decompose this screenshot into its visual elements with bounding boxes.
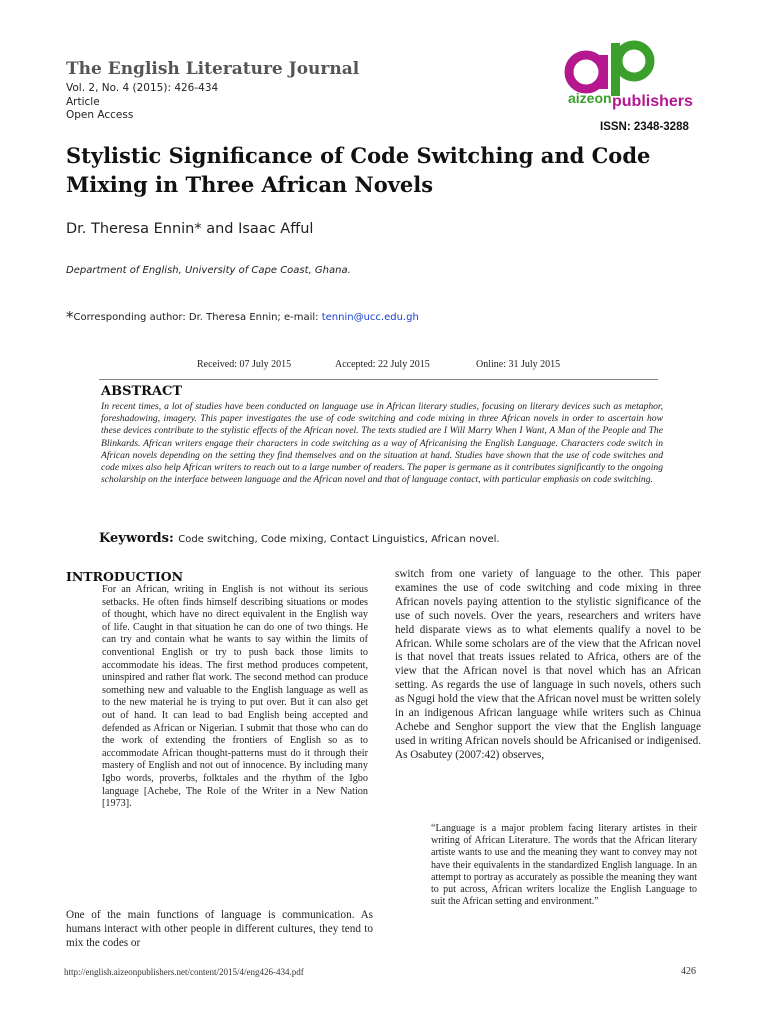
osabutey-quote: “Language is a major problem facing literary artistes in their writing of African Literature. The words that the African literary artiste wants to use and the meaning they want to convey may not have their equivalents in the standardized English language. In an attempt to portray as accurately as possible the meaning they want to put across, African writers localize the English Language to suit the African setting and environment.” (431, 823, 697, 908)
accepted-date: Accepted: 22 July 2015 (335, 359, 430, 370)
logo-a-stem (599, 55, 608, 89)
logo-p-bowl (618, 45, 650, 77)
authors: Dr. Theresa Ennin* and Isaac Afful (66, 221, 314, 237)
keywords-label: Keywords: (99, 531, 179, 546)
affiliation: Department of English, University of Cape Coast, Ghana. (66, 265, 351, 276)
right-column-paragraph: switch from one variety of language to the other. This paper examines the use of code switching and code mixing in three African novels paying attention to the stylistic significance of the use of such novels. Over the years, researchers and writers have held disparate views as to what elements qualify a novel to be African. While some scholars are of the view that the African novel is that novel that treats issues related to Africa, others are of the view that the African novel is that novel which has an African setting. As regards the use of language in such novels, others such as Ngugi hold the view that the African novel must be written solely in an indigenous African language while writers such as Chinua Achebe and Senghor support the view that the English language used in writing African novels should be Africanised or indigenised. As Osabutey (2007:42) observes, (395, 568, 701, 761)
abstract-heading: ABSTRACT (101, 384, 183, 399)
corresponding-email-link[interactable]: tennin@ucc.edu.gh (321, 312, 419, 323)
access-type: Open Access (66, 109, 134, 121)
corresponding-label: Corresponding author: Dr. Theresa Ennin; e-mail: (73, 312, 322, 323)
abstract-text: In recent times, a lot of studies have been conducted on language use in African literary studies, focusing on literary devices such as metaphor, foreshadowing, imagery. This paper investigates the use of code switching and code mixing in three African novels in order to ascertain how these devices contribute to the stylistic effects of the African novel. The texts studied are I Will Marry When I Want, A Man of the People and The Blinkards. African writers engage their characters in code switching as a way of Africanising the English Language. Characters code switch in African novels depending on the setting they find themselves and on the situation at hand. Studies have shown that the use of code switches and code mixes also help African writers to reach out to a large number of readers. The paper is germane as it contributes significantly to the ongoing scholarship on the interface between language and the African novel and that of language contact, with particular emphasis on code switching. (101, 401, 663, 486)
received-date: Received: 07 July 2015 (197, 359, 292, 370)
publisher-logo (556, 40, 706, 120)
keywords-list: Code switching, Code mixing, Contact Linguistics, African novel. (178, 534, 500, 545)
keywords (99, 531, 500, 546)
corresponding-star: * (66, 308, 74, 326)
journal-title: The English Literature Journal (66, 59, 360, 79)
logo-a-bowl (569, 55, 603, 89)
journal-volume: Vol. 2, No. 4 (2015): 426-434 (66, 82, 219, 94)
issn: ISSN: 2348-3288 (600, 121, 689, 133)
introduction-heading: INTRODUCTION (66, 569, 184, 584)
logo-text-aizeon: aizeon (568, 90, 612, 106)
paper-title: Stylistic Significance of Code Switching and Code Mixing in Three African Novels (66, 143, 651, 197)
article-type: Article (66, 96, 100, 108)
page-number: 426 (681, 966, 696, 977)
online-date: Online: 31 July 2015 (476, 359, 561, 370)
introduction-quote: For an African, writing in English is not without its serious setbacks. He often finds himself describing situations or modes of thought, which have no direct equivalent in the English way of life. Caught in that situation he can do one of two things. He can try and contain what he wants to say within the limits of conventional English or try to push back those limits to accommodate his ideas. The first method produces competent, uninspired and rather flat work. The second method can produce something new and valuable to the English language as well as to the new material he is trying to put over. But it can also get out of hand. It can lead to bad English being accepted and defended as African or Nigerian. I submit that those who can do the work of extending the frontiers of English so as to accommodate African thought-patterns must do it through their mastery of English and not out of innocence. By including many Igbo words, proverbs, folktales and the rhythm of the Igbo language [Achebe, The Role of the Writer in a New Nation [1973]. (102, 584, 368, 810)
logo-text-publishers: publishers (612, 93, 693, 110)
footer-url[interactable]: http://english.aizeonpublishers.net/content/2015/4/eng426-434.pdf (64, 967, 304, 977)
corresponding-author (66, 308, 419, 326)
divider (99, 379, 658, 380)
introduction-paragraph: One of the main functions of language is communication. As humans interact with other people in different cultures, they tend to mix the codes or (66, 909, 373, 950)
